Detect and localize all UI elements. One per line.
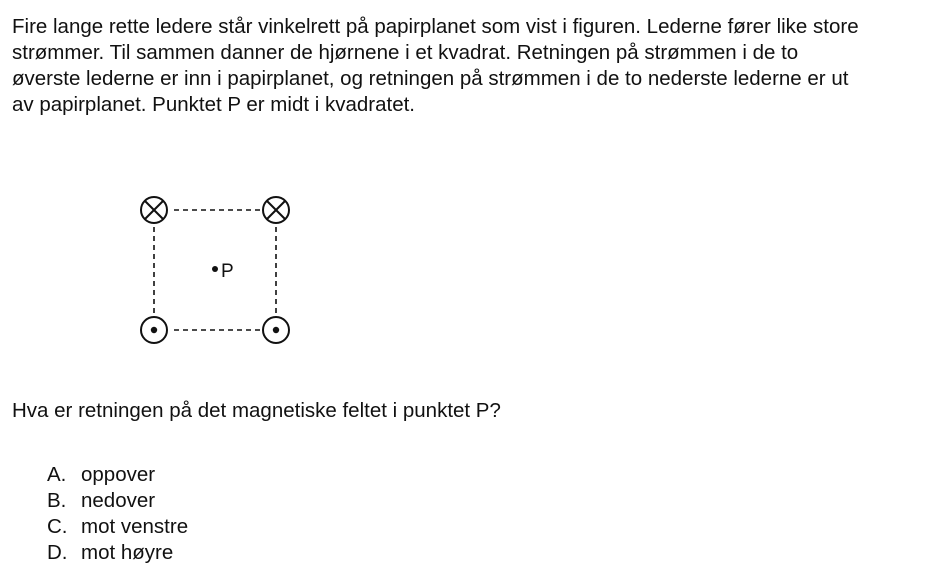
answer-options xyxy=(47,462,188,566)
question-text: Hva er retningen på det magnetiske feltet i punktet P? xyxy=(12,399,501,422)
option-text: nedover xyxy=(81,489,156,512)
option-c[interactable] xyxy=(47,514,188,540)
point-p-label: P xyxy=(221,261,234,282)
intro-line: av papirplanet. Punktet P er midt i kvadratet. xyxy=(12,93,416,116)
circled-dot-icon xyxy=(141,317,167,343)
option-d[interactable] xyxy=(47,540,188,566)
intro-line: Fire lange rette ledere står vinkelrett på papirplanet som vist i figuren. Lederne fører like store xyxy=(12,15,859,38)
circled-dot-icon xyxy=(263,317,289,343)
circled-x-icon xyxy=(263,197,289,223)
option-text: oppover xyxy=(81,463,156,486)
option-letter: A. xyxy=(47,463,67,486)
option-a[interactable] xyxy=(47,462,188,488)
point-p-dot xyxy=(212,266,218,272)
intro-line: strømmer. Til sammen danner de hjørnene i et kvadrat. Retningen på strømmen i de to xyxy=(12,41,799,64)
intro-line: øverste lederne er inn i papirplanet, og retningen på strømmen i de to nederste lederne er ut xyxy=(12,67,849,90)
option-letter: C. xyxy=(47,515,68,538)
option-letter: B. xyxy=(47,489,67,512)
option-b[interactable] xyxy=(47,488,188,514)
option-text: mot høyre xyxy=(81,541,174,564)
option-letter: D. xyxy=(47,541,68,564)
conductor-square-figure xyxy=(120,180,320,360)
circled-x-icon xyxy=(141,197,167,223)
problem-statement xyxy=(12,14,932,118)
option-text: mot venstre xyxy=(81,515,189,538)
